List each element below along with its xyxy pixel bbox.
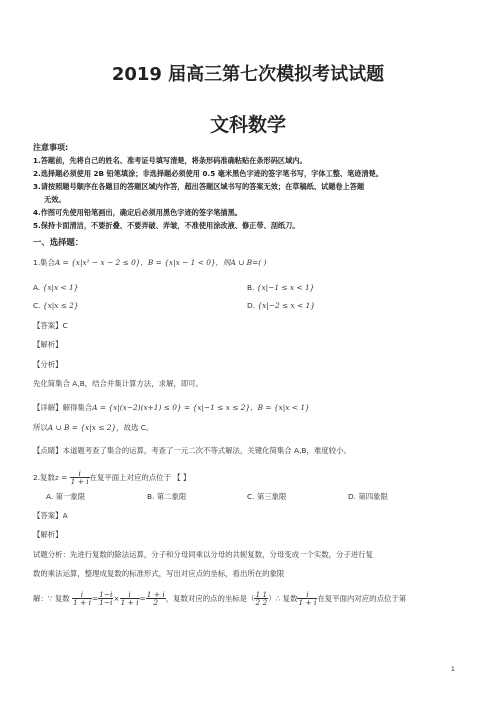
q2-fraction [70, 470, 90, 486]
q1-option-b [247, 284, 314, 293]
frac-5 [297, 591, 317, 607]
page-number: 1 [451, 666, 455, 673]
q2-option-d: D. 第四象限 [348, 492, 388, 501]
notice-item-1: 1.答题前，先将自己的姓名、准考证号填写清楚，将条形码准确粘贴在条形码区域内。 [33, 156, 307, 165]
notice-item-3-cont: 无效。 [44, 195, 66, 204]
option-label: D. [247, 301, 256, 310]
option-label: A. [33, 283, 41, 292]
q2-answer: 【答案】A [33, 511, 68, 520]
q1-jiexi: 【解析】 [33, 340, 63, 349]
notice-item-3: 3.请按照题号顺序在各题目的答题区域内作答，超出答题区域书写的答案无效；在草稿纸、试题卷上答题 [33, 182, 365, 191]
numerator: 1−i [99, 590, 113, 599]
denominator: 1 + i [72, 598, 91, 608]
denominator: 1−i [99, 598, 113, 608]
denominator: 2 [153, 598, 159, 608]
q1-fenxi-text: 先化简集合 A,B，结合并集计算方法，求解，即可。 [33, 379, 204, 388]
solution-text-3: 在复平面内对应的点位于第 [317, 593, 407, 603]
q1-stem-label: 1.集合 [33, 258, 55, 267]
q1-answer: 【答案】C [33, 321, 68, 330]
numerator: i [297, 591, 317, 599]
q1-option-a [33, 284, 78, 293]
solution-text-2: ）∴ 复数 [268, 593, 298, 603]
detail-label: 【详解】解得集合 [33, 403, 93, 412]
frac-3 [120, 591, 140, 607]
section-heading: 一、选择题： [33, 237, 84, 247]
numerator: i [70, 470, 90, 478]
q1-set-a: A = {x|x² − x − 2 ≤ 0} [54, 258, 141, 267]
q1-option-c [33, 302, 79, 311]
q1-conclusion [33, 424, 153, 433]
q2-z: z = [54, 472, 68, 482]
q1-detail [33, 404, 310, 413]
numerator: 1 + i [146, 590, 165, 599]
q1-ask: A ∪ B=( ) [230, 258, 267, 267]
frac-4 [146, 591, 166, 607]
q2-analysis-line1: 试题分析：先进行复数的除法运算，分子和分母同乘以分母的共轭复数，分母变成一个实数，分子进行复 [33, 550, 373, 559]
detail-math: A = {x|(x−2)(x+1) ≤ 0} = {x|−1 ≤ x ≤ 2}，B = {x|x < 1} [92, 403, 310, 412]
notice-item-2: 2.选择题必须使用 2B 铅笔填涂；非选择题必须使用 0.5 毫米黑色字迹的签字笔书写，字体工整、笔迹清楚。 [33, 169, 384, 178]
times: × [113, 593, 120, 603]
q2-analysis-line2: 数的乘法运算，整理成复数的标准形式，写出对应点的坐标，看出所在的象限 [33, 569, 285, 578]
frac-1 [72, 591, 92, 607]
conclusion-math: A ∪ B = {x|x ≤ 2} [47, 423, 117, 432]
option-label: C. [33, 301, 41, 310]
conclusion-choice: ，故选 C。 [116, 423, 154, 432]
conclusion-label: 所以 [33, 423, 48, 432]
option-value: {x|−2 ≤ x < 1} [257, 301, 316, 310]
denominator: 1 + i [120, 598, 139, 608]
solution-label: 解：∵ 复数 [33, 593, 70, 603]
q2-stem-label: 2.复数 [33, 472, 55, 482]
numerator: i [72, 591, 92, 599]
frac-2 [98, 591, 113, 607]
option-value: {x|x ≤ 2} [42, 301, 79, 310]
q2-stem-text: 在复平面上对应的点位于 【 】 [89, 472, 191, 482]
q2-option-b: B. 第二象限 [147, 492, 187, 501]
q2-solution [33, 591, 406, 607]
q2-option-c: C. 第三象限 [247, 492, 287, 501]
denominator: 1 + i [70, 477, 89, 487]
q1-fenxi: 【分析】 [33, 360, 63, 369]
coord-fraction [254, 591, 268, 607]
solution-text: ，复数对应的点的坐标是（ [165, 593, 255, 603]
q2-stem [33, 470, 190, 486]
exam-title: 2019 届高三第七次模拟考试试题 [111, 64, 385, 85]
q2-jiexi: 【解析】 [33, 530, 63, 539]
option-label: B. [247, 283, 255, 292]
q1-option-d [247, 302, 315, 311]
option-value: {x|x < 1} [42, 283, 79, 292]
option-value: {x|−1 ≤ x < 1} [256, 283, 315, 292]
equals: = [139, 593, 146, 603]
q1-stem [33, 259, 266, 268]
exam-subject: 文科数学 [209, 114, 286, 136]
numerator: 1 1 [255, 590, 268, 599]
denominator: 1 + i [298, 598, 317, 608]
notice-item-5: 5.保持卡面清洁，不要折叠、不要弄破、弄皱，不准使用涂改液、修正带、刮纸刀。 [33, 221, 300, 230]
notice-item-4: 4.作图可先使用铅笔画出，确定后必须用黑色字迹的签字笔描黑。 [33, 208, 242, 217]
denominator: 2 2 [255, 598, 268, 608]
q2-option-a: A. 第一象限 [46, 492, 86, 501]
notice-heading: 注意事项: [33, 143, 69, 152]
equals: = [91, 593, 99, 603]
q1-dianjing: 【点睛】本道题考查了集合的运算，考查了一元二次不等式解法，关键化简集合 A,B，难度较小。 [33, 446, 351, 455]
numerator: i [120, 591, 140, 599]
q1-set-b: ，B = {x|x − 1 < 0}，则 [140, 258, 231, 267]
